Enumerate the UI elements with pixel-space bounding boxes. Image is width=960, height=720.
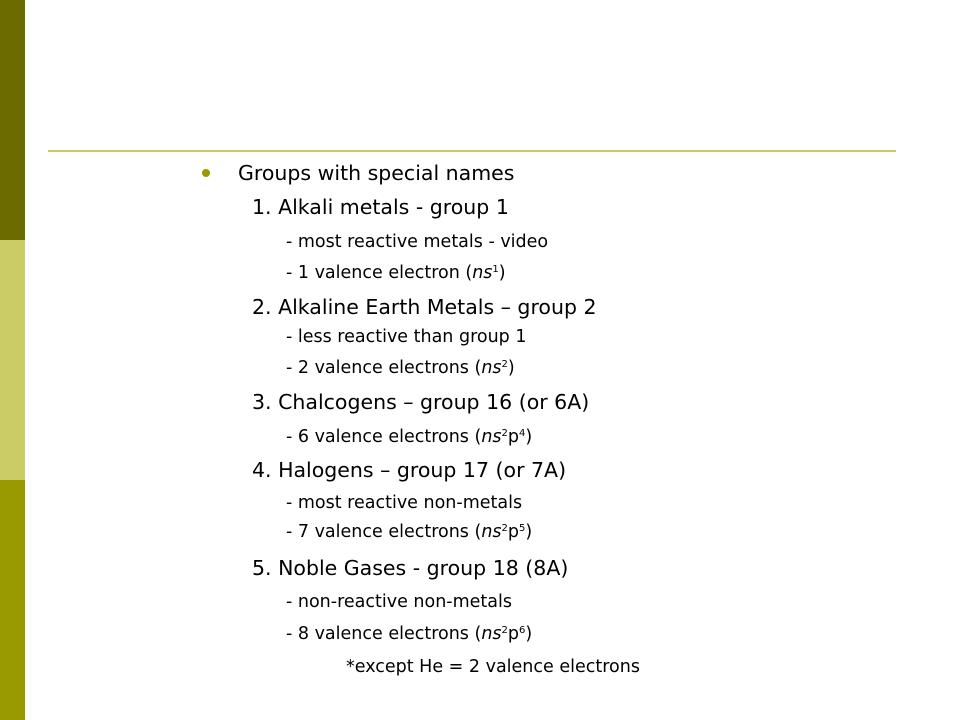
footnote: *except He = 2 valence electrons	[346, 657, 640, 677]
group-1-title: 1. Alkali metals - group 1	[252, 195, 509, 219]
left-accent-bar-bottom	[0, 480, 25, 720]
heading: Groups with special names	[238, 161, 515, 185]
group-4-note-1: - most reactive non-metals	[286, 493, 523, 513]
group-2-note-2: - 2 valence electrons $(ns^2)$	[286, 358, 515, 378]
left-accent-bar-top	[0, 0, 25, 240]
bullet-icon	[202, 169, 210, 177]
group-1-note-1: - most reactive metals - video	[286, 232, 549, 252]
group-3-title: 3. Chalcogens – group 16 (or 6A)	[252, 390, 590, 414]
group-5-note-2: - 8 valence electrons $(ns^2p^6)$	[286, 624, 533, 644]
group-5-title: 5. Noble Gases - group 18 (8A)	[252, 556, 569, 580]
left-accent-bar-middle	[0, 240, 25, 480]
group-2-note-1: - less reactive than group 1	[286, 327, 527, 347]
group-5-note-1: - non-reactive non-metals	[286, 592, 512, 612]
group-4-note-2: - 7 valence electrons $(ns^2p^5)$	[286, 522, 533, 542]
title-divider	[48, 150, 896, 152]
group-3-note-1: - 6 valence electrons $(ns^2p^4)$	[286, 427, 533, 447]
group-4-title: 4. Halogens – group 17 (or 7A)	[252, 458, 567, 482]
group-1-note-2: - 1 valence electron $(ns^1)$	[286, 263, 506, 283]
group-2-title: 2. Alkaline Earth Metals – group 2	[252, 295, 597, 319]
